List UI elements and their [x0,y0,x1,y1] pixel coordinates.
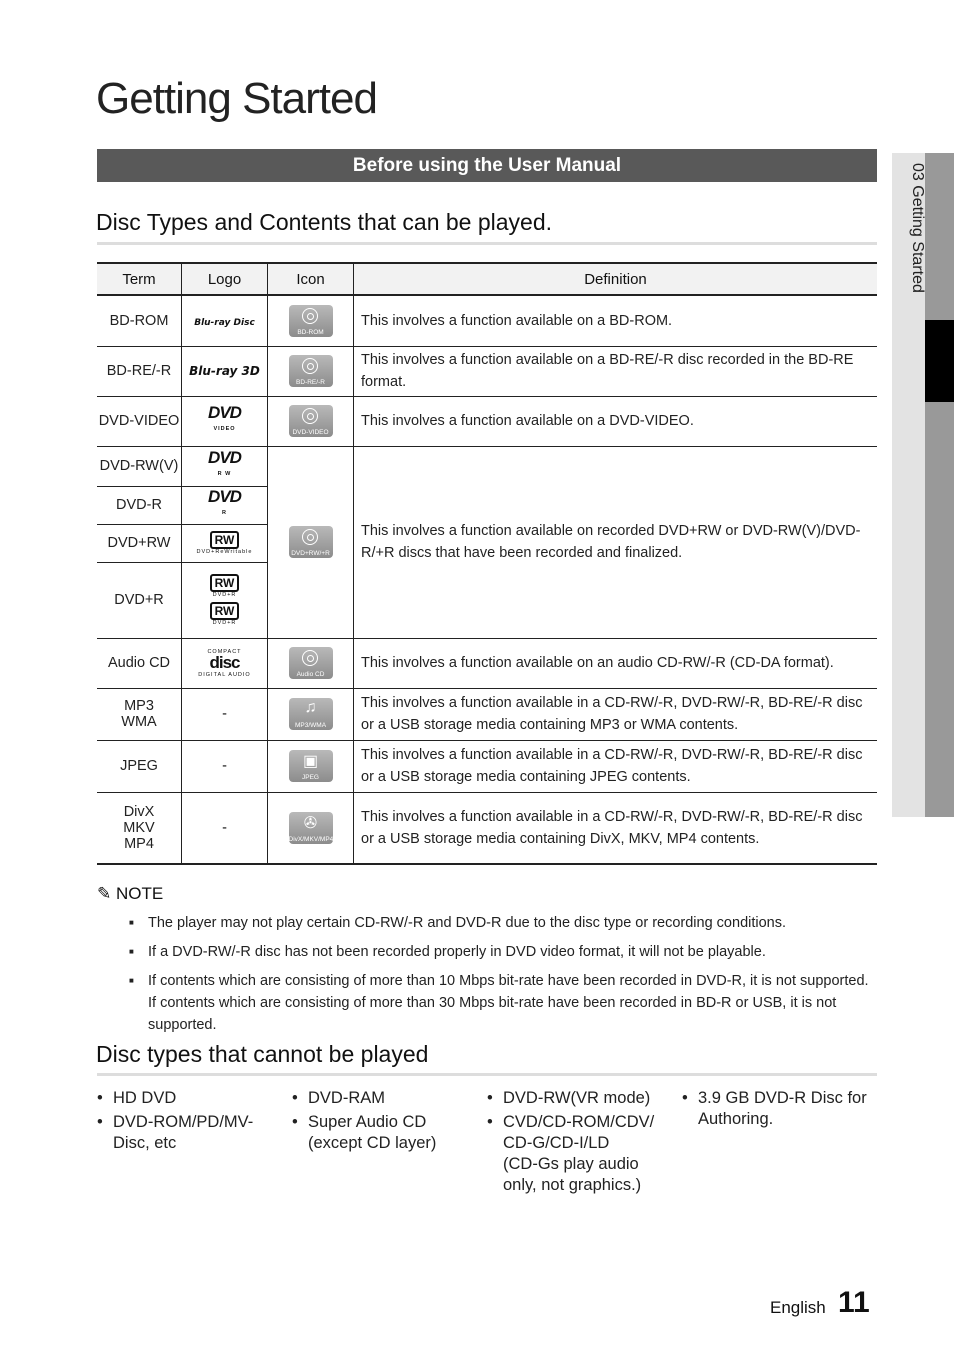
table-row [97,346,877,396]
footer-language: English [770,1298,826,1317]
list-item: • CVD/CD-ROM/CDV/ CD-G/CD-I/LD (CD-Gs play audio only, not graphics.) [487,1112,672,1196]
term-cell: DivX MKV MP4 [97,792,182,864]
section-banner: Before using the User Manual [97,149,877,182]
table-row [97,740,877,792]
dvd-plus-rw-logo: RW DVD+ReWritable [182,524,268,562]
term-cell: DVD+R [97,562,182,638]
term-cell: DVD-VIDEO [97,396,182,446]
section-rule [97,1073,877,1076]
term-cell: JPEG [97,740,182,792]
dvd-plus-r-logo: RW DVD+R RW DVD+R [182,562,268,638]
bluray-3d-logo: Blu-ray 3D [182,346,268,396]
dvd-r-logo: DVD R [182,486,268,524]
term-cell: DVD+RW [97,524,182,562]
audio-cd-icon: Audio CD [289,647,333,679]
term-cell: DVD-R [97,486,182,524]
col-header-logo: Logo [182,263,268,295]
dvd-rw-r-icon: DVD+RW/+R [289,526,333,558]
page-number: 11 [838,1286,870,1319]
note-item: ■ If contents which are consisting of more than 10 Mbps bit-rate have been recorded in DVD-R, it is not supported. If contents which are consisting of more than 30 Mbps bit-rate have been recorded in BD-R or USB, it is not supported. [131,970,891,1036]
section-title-not-playable: Disc types that cannot be played [96,1041,429,1067]
definition-cell: This involves a function available on a BD-RE/-R disc recorded in the BD-RE format. [354,346,878,396]
page-title: Getting Started [96,74,377,123]
list-item: • DVD-RAM [292,1088,472,1109]
compact-disc-logo: COMPACT disc DIGITAL AUDIO [182,638,268,688]
table-row [97,295,877,346]
unplayable-col-4 [682,1088,877,1133]
dvd-video-icon: DVD-VIDEO [289,405,333,437]
film-reel-icon: ✇ DivX/MKV/MP4 [289,812,333,844]
note-item: ■ If a DVD-RW/-R disc has not been recorded properly in DVD video format, it will not be playable. [131,941,891,963]
term-cell: MP3 WMA [97,688,182,740]
logo-none: - [182,792,268,864]
list-item: • 3.9 GB DVD-R Disc for Authoring. [682,1088,877,1130]
definition-cell: This involves a function available on recorded DVD+RW or DVD-RW(V)/DVD-R/+R discs that have been recorded and finalized. [354,446,878,638]
side-tab-marker [925,320,954,402]
table-row [97,638,877,688]
col-header-definition: Definition [354,263,878,295]
dvd-rw-logo: DVD R W [182,446,268,486]
bluray-logo: Blu-ray Disc [182,295,268,346]
table-row [97,446,877,486]
list-item: • DVD-ROM/PD/MV-Disc, etc [97,1112,277,1154]
dvd-video-logo: DVD VIDEO [182,396,268,446]
note-list [131,912,891,1043]
logo-none: - [182,688,268,740]
table-row [97,396,877,446]
definition-cell: This involves a function available on a BD-ROM. [354,295,878,346]
term-cell: BD-RE/-R [97,346,182,396]
term-cell: Audio CD [97,638,182,688]
side-tab-label: 03 Getting Started [909,163,926,293]
note-heading: ✎ NOTE [97,884,164,903]
bd-rom-icon: BD-ROM [289,305,333,337]
music-note-icon: ♫ MP3/WMA [289,698,333,730]
definition-cell: This involves a function available on an audio CD-RW/-R (CD-DA format). [354,638,878,688]
list-item: • DVD-RW(VR mode) [487,1088,672,1109]
unplayable-col-2 [292,1088,472,1157]
definition-cell: This involves a function available in a CD-RW/-R, DVD-RW/-R, BD-RE/-R disc or a USB storage media containing JPEG contents. [354,740,878,792]
note-item: ■ The player may not play certain CD-RW/-R and DVD-R due to the disc type or recording conditions. [131,912,891,934]
disc-types-table [97,262,877,865]
definition-cell: This involves a function available in a CD-RW/-R, DVD-RW/-R, BD-RE/-R disc or a USB storage media containing MP3 or WMA contents. [354,688,878,740]
list-item: • HD DVD [97,1088,277,1109]
term-cell: DVD-RW(V) [97,446,182,486]
unplayable-col-3 [487,1088,672,1199]
table-row [97,792,877,864]
logo-none: - [182,740,268,792]
definition-cell: This involves a function available on a DVD-VIDEO. [354,396,878,446]
col-header-term: Term [97,263,182,295]
unplayable-col-1 [97,1088,277,1157]
table-row [97,688,877,740]
photo-icon: ▣ JPEG [289,750,333,782]
section-rule [97,242,877,245]
bd-re-r-icon: BD-RE/-R [289,355,333,387]
list-item: • Super Audio CD (except CD layer) [292,1112,472,1154]
side-tab-edge [925,153,954,817]
pencil-icon: ✎ [97,884,112,903]
col-header-icon: Icon [268,263,354,295]
section-title-playable: Disc Types and Contents that can be played. [96,209,553,235]
definition-cell: This involves a function available in a CD-RW/-R, DVD-RW/-R, BD-RE/-R disc or a USB storage media containing DivX, MKV, MP4 contents. [354,792,878,864]
term-cell: BD-ROM [97,295,182,346]
